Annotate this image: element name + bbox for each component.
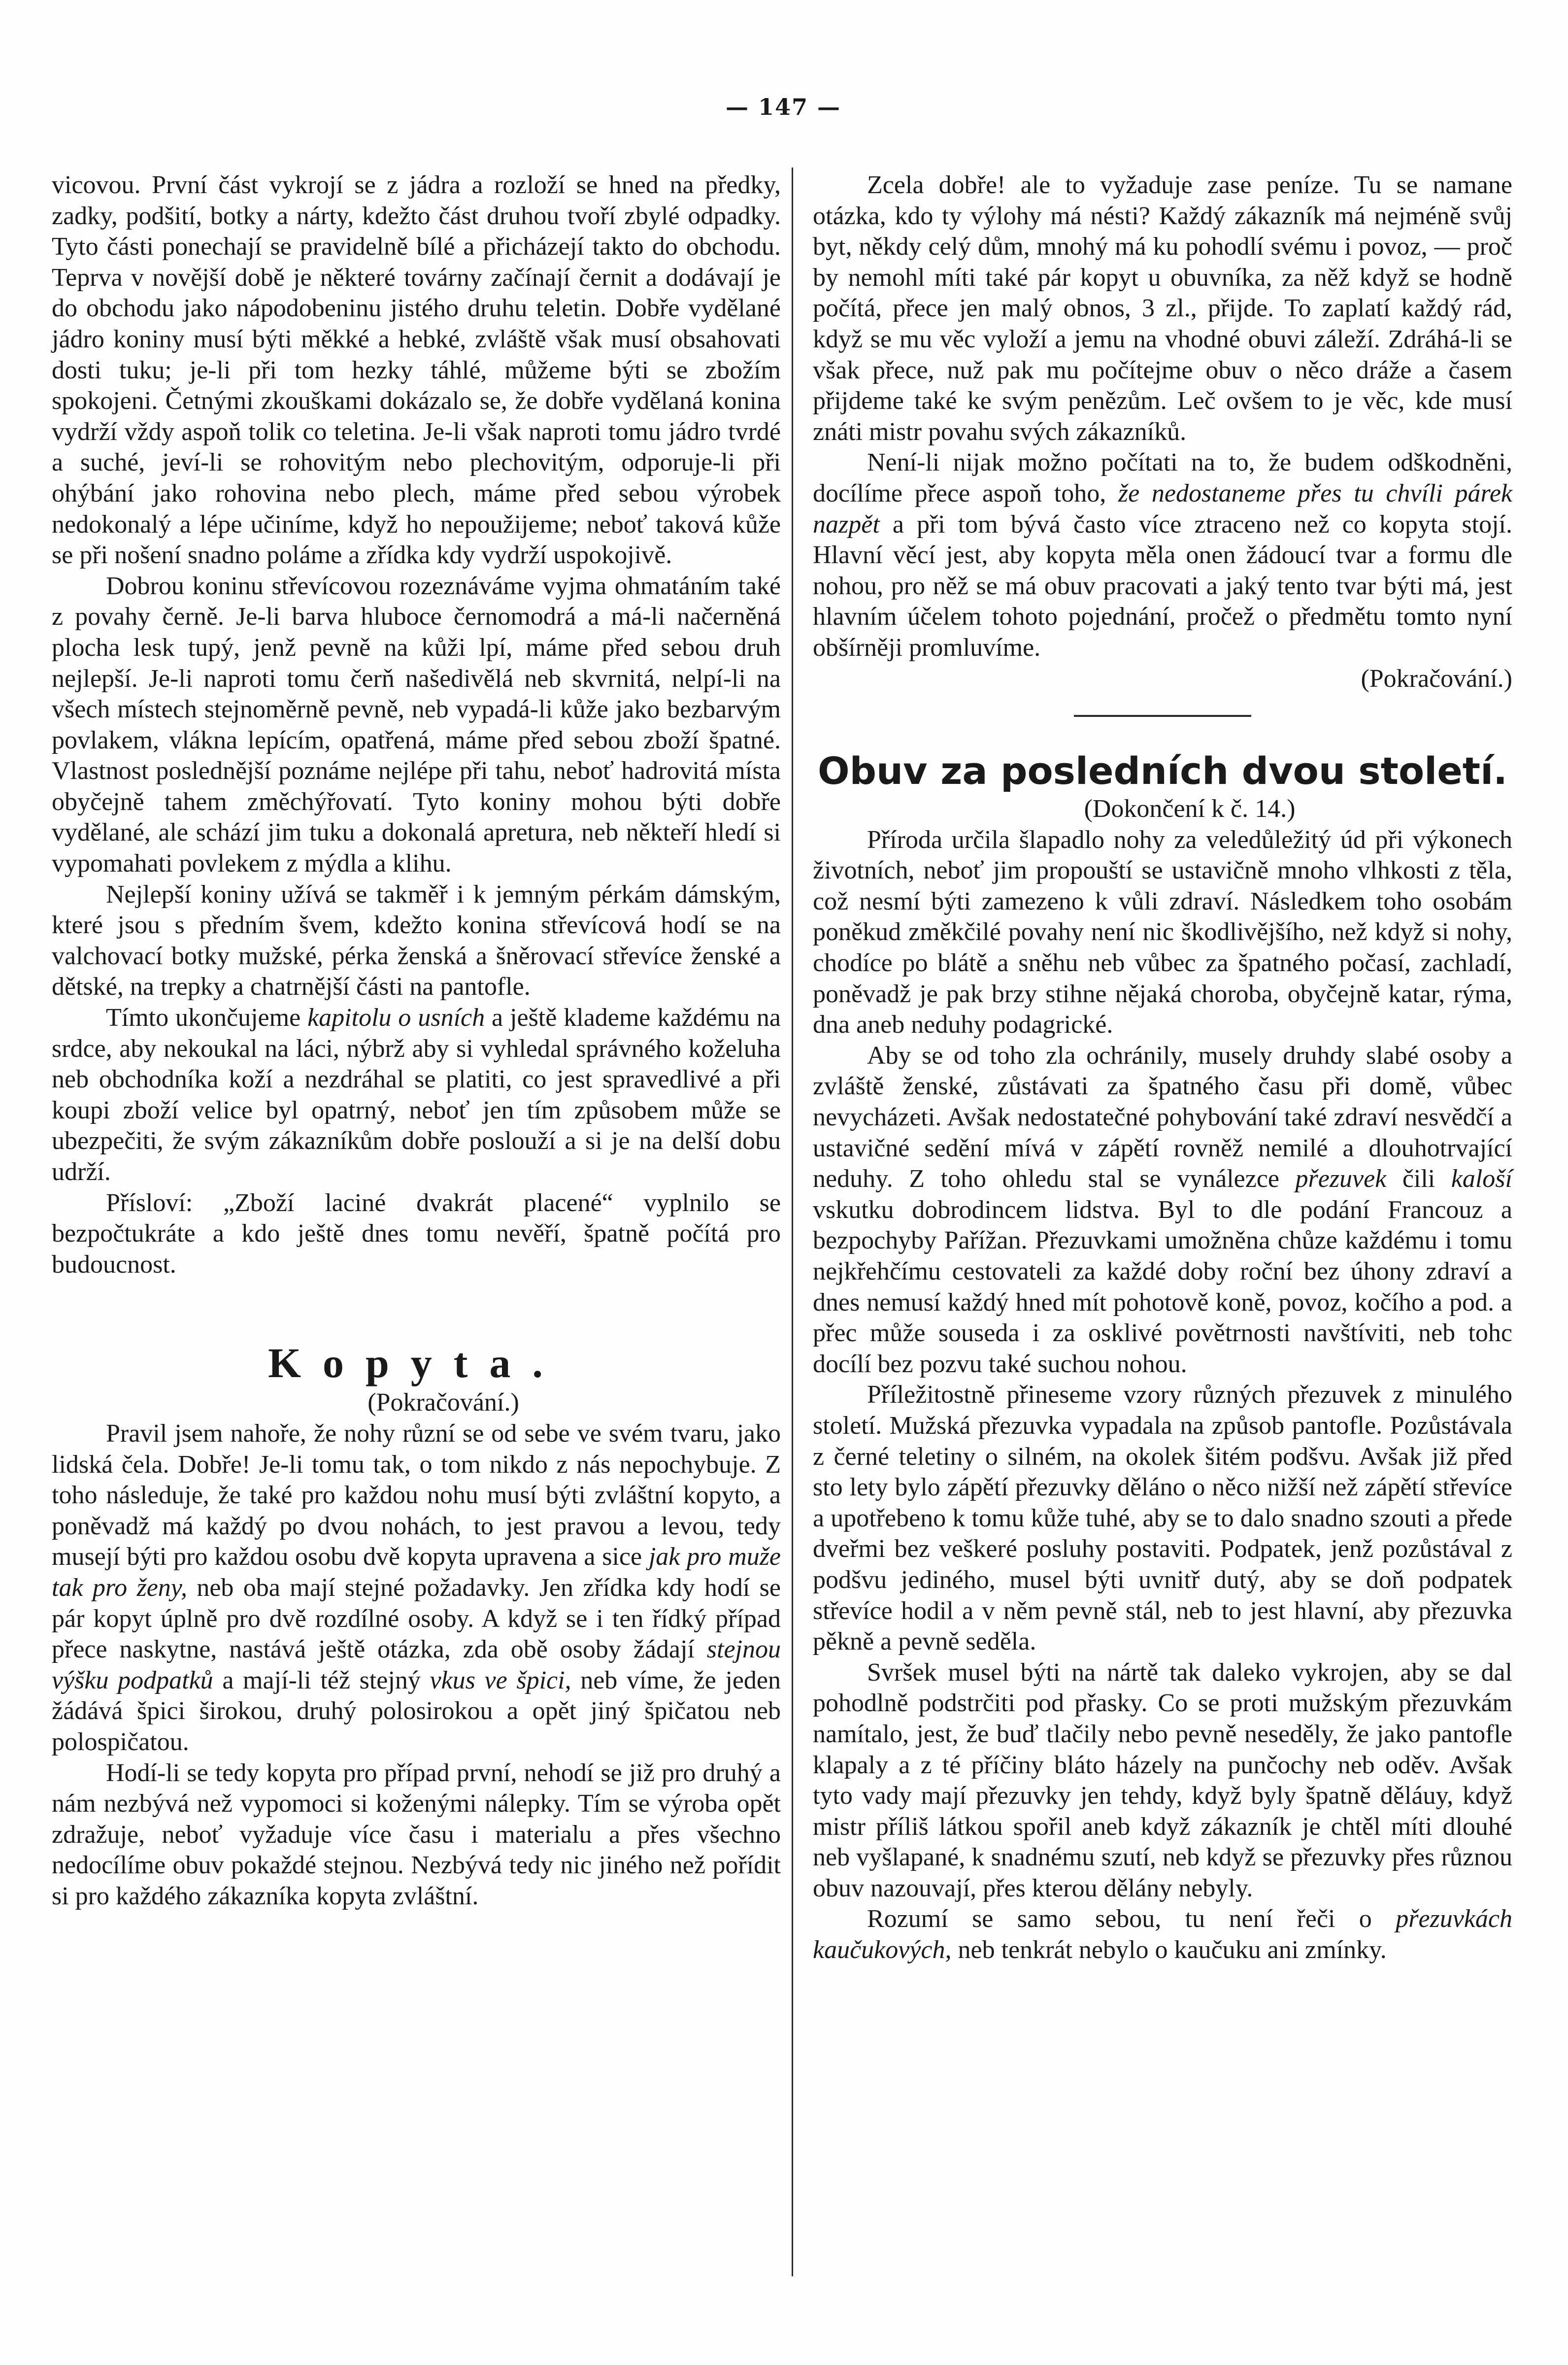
italic-phrase: přezuvek: [1295, 1165, 1387, 1193]
paragraph-rozumi-se: [813, 1904, 1512, 1965]
italic-phrase: přezuvkách kaučukových,: [813, 1905, 1512, 1964]
paragraph-aby-se-od-toho: [813, 1041, 1512, 1380]
text-run: vskutku dobrodincem lidstva. Byl to dle podání Francouz a bezpochyby Pařížan. Přezuvkami umožněna chůze každému i tomu nejkřehčímu cestovateli za každé doby roční bez úhony zdraví a dnes nemusí každý hned mít pohotově koně, povoz, kočího a pod. a přec může souseda i za osklivé povětrnosti navštíviti, neb tohc docílí bez pozvu také suchou nohou.: [813, 1195, 1512, 1378]
italic-phrase: že nedostaneme přes tu chvíli párek nazpět: [813, 479, 1512, 539]
continued-note: (Pokračování.): [1361, 664, 1512, 693]
section-title-obuv: Obuv za posledních dvou století.: [817, 749, 1508, 793]
section-subtitle-kopyta: (Pokračování.): [367, 1388, 519, 1417]
paragraph-svrsek: Svršek musel býti na nártě tak daleko vykrojen, aby se dal pohodlně podstrčiti pod přasky. Co se proti mužským přezuvkám namítalo, jest, že buď tlačily nebo pevně neseděly, že jako pantofle klapaly a z té příčiny bláto házely na punčochy neb oděv. Avšak tyto vady mají přezuvky jen tehdy, když byly špatně děláuy, když mistr příliš látkou spořil aneb když zákazník je chtěl míti dlouhé neb vyšlapané, k snadnému szutí, neb když se přezuvky přes různou obuv nazouvají, přes kterou dělány nebyly.: [813, 1658, 1512, 1902]
paragraph-prislovi: Přísloví: „Zboží laciné dvakrát placené“ vyplnilo se bezpočtukráte a kdo ještě dnes tomu nevěří, špatně počítá pro budoucnost.: [52, 1188, 781, 1279]
paragraph-ukoncujeme: [52, 1003, 781, 1188]
paragraph-prilezitostne: Příležitostně přineseme vzory různých přezuvek z minulého století. Mužská přezuvka vypadala na způsob pantofle. Pozůstávala z černé teletiny o silném, na okolek šitém podšvu. Avšak již před sto lety bylo zápětí přezuvky děláno o něco nižší než zápětí střevíce a upotřebeno k tomu kůže tuhé, aby se to dalo snadno szouti a přede dveřmi bez veškeré posluhy postaviti. Podpatek, jenž pozůstával z podšvu jediného, musel býti uvnitř dutý, aby se doň podpatek střevíce hodil a v něm pevně stál, neb to jest hlavní, aby přezuvka pěkně a pevně seděla.: [813, 1381, 1512, 1656]
text-run: neb tenkrát nebylo o kaučuku ani zmínky.: [951, 1936, 1387, 1964]
text-run: Aby se od toho zla ochránily, musely druhdy slabé osoby a zvláště ženské, zůstávati za špatného času při domě, vůbec nevycházeti. Avšak nedostatečné pohybování také zdraví nesvědčí a ustavičné sedění mívá v zápětí rovněž nemilé a dlouhotrvající neduhy. Z toho ohledu stal se vynálezce: [813, 1041, 1512, 1193]
left-column: [52, 170, 781, 1912]
text-run: Rozumí se samo sebou, tu není řeči o: [867, 1905, 1396, 1933]
right-column: [813, 170, 1512, 1966]
section-title-kopyta: Kopyta.: [268, 1339, 565, 1387]
italic-phrase: stejnou výšku podpatků: [52, 1635, 781, 1694]
italic-phrase: jak pro muže tak pro ženy,: [52, 1543, 781, 1602]
paragraph-zcela-dobre: Zcela dobře! ale to vyžaduje zase peníze. Tu se namane otázka, kdo ty výlohy má nésti? Každý zákazník má nejméně svůj byt, někdy celý dům, mnohý má ku pohodlí svému i povoz, — proč by nemohl míti také pár kopyt u obuvníka, za něž když se hodně počítá, přece jen malý obnos, 3 zl., přijde. To zaplatí každý rád, když se mu věc vyloží a jemu na vhodné obuvi záleží. Zdráhá-li se však přece, nuž pak mu počítejme obuv o něco dráže a časem přijdeme také ke svým penězům. Leč ovšem to je věc, kde musí znáti mistr povahu svých zákazníků.: [813, 171, 1512, 446]
paragraph-priroda: Příroda určila šlapadlo nohy za veledůležitý úd při výkonech životních, neboť jim propouští se ustavičně mnoho vlhkosti z těla, což nesmí býti zamezeno k vůli zdraví. Následkem toho osobám poněkud změkčilé povahy není nic škodlivějšího, než když si nohy, chodíce po blátě a sněhu neb vůbec za špatného počasí, zachladí, poněvadž je pak brzy stihne nějaká choroba, obyčejně katar, rýma, dna aneb neduhy podagrické.: [813, 825, 1512, 1039]
text-run: a mají-li též stejný: [213, 1666, 430, 1694]
paragraph-jadro-koniny: vicovou. První část vykrojí se z jádra a rozloží se hned na předky, zadky, podšití, botky a nárty, kdežto část druhou tvoří zbylé odpadky. Tyto části ponechají se pravidelně bílé a přicházejí takto do obchodu. Teprva v novější době je některé továrny začínají černit a dodávají je do obchodu jako nápodobeninu jistého druhu teletin. Dobře vydělané jádro koniny musí býti měkké a hebké, zvláště však musí obsahovati dosti tuku; je-li při tom hezky táhlé, můžeme býti se zbožím spokojeni. Četnými zkouškami dokázalo se, že dobře vydělaná konina vydrží vždy aspoň tolik co teletina. Je-li však naproti tomu jádro tvrdé a suché, jeví-li se rohovitým nebo plechovitým, odporuje-li při ohýbání jako rohovina nebo plech, máme před sebou výrobek nedokonalý a lépe učiníme, když ho nepoužijeme; neboť taková kůže se při nošení snadno poláme a zřídka kdy vydrží uspokojivě.: [52, 171, 781, 570]
text-run: a při tom bývá často více ztraceno než co kopyta stojí. Hlavní věcí jest, aby kopyta měla onen žádoucí tvar a formu dle nohou, pro něž se má obuv pracovati a jaký tento tvar býti má, jest hlavním účelem tohoto pojednání, pročež o předmětu tomto nyní obšírněji promluvíme.: [813, 510, 1512, 662]
text-run: a ještě klademe každému na srdce, aby nekoukal na láci, nýbrž aby si vyhledal správného koželuha neb obchodníka koží a nezdráhal se platiti, co jest spravedlivé a při koupi zboží velice byl opatrný, neboť jen tím způsobem může se ubezpečiti, že svým zákazníkům dobře poslouží a si je na delší dobu udrží.: [52, 1004, 781, 1186]
paragraph-cern-koniny: Dobrou koninu střevícovou rozeznáváme vyjma ohmatáním také z povahy černě. Je-li barva hluboce černomodrá a má-li načerněná plocha lesk tupý, jenž pevně na kůži lpí, máme před sebou druh nejlepší. Je-li naproti tomu čerň našedivělá neb skvrnitá, nelpí-li na všech místech stejnoměrně pevně, neb vypadá-li kůže jako bezbarvým povlakem, vlákna lepícím, opatřená, máme před sebou zboží špatné. Vlastnost poslednější poznáme nejlépe při tahu, neboť hadrovitá místa obyčejně tahem změchýřovatí. Tyto koniny mohou býti dobře vydělané, ale schází jim tuku a dokonalá apretura, neb někteří hledí si vypomahati povlekem z mýdla a klihu.: [52, 572, 781, 878]
paragraph-nejlepsi-koniny: Nejlepší koniny užívá se takměř i k jemným pérkám dámským, které jsou s předním švem, kdežto konina střevícová hodí se na valchovací botky mužské, pérka ženská a šněrovací střevíce ženské a dětské, na trepky a chatrnější části na pantofle.: [52, 880, 781, 1001]
paragraph-kopyta-2: Hodí-li se tedy kopyta pro případ první, nehodí se již pro druhý a nám nezbývá než vypomoci si koženými nálepky. Tím se výroba opět zdražuje, neboť vyžaduje více času i materialu a přes všechno nedocílíme obuv pokaždé stejnou. Nezbývá tedy nic jiného než pořídit si pro každého zákazníka kopyta zvláštní.: [52, 1758, 781, 1910]
section-subtitle-obuv: (Dokončení k č. 14.): [1084, 795, 1296, 823]
text-run: čili: [1386, 1165, 1451, 1193]
text-run: neb oba mají stejné požadavky. Jen zřídka kdy hodí se pár kopyt úplně pro dvě rozdílné osoby. A když se i ten řídký případ přece naskytne, nastává ještě otázka, zda obě osoby žádají: [52, 1573, 781, 1664]
italic-phrase: kaloší: [1451, 1165, 1512, 1193]
text-run: Tímto ukončujeme: [106, 1004, 308, 1032]
text-run: Není-li nijak možno počítati na to, že budem odškodněni, docílíme přece aspoň toho,: [813, 448, 1512, 507]
italic-phrase: vkus ve špici,: [430, 1666, 571, 1694]
text-run: Pravil jsem nahoře, že nohy různí se od sebe ve svém tvaru, jako lidská čela. Dobře! Je-li tomu tak, o tom nikdo z nás nepochybuje. Z toho následuje, že také pro každou nohu musí býti zvláštní kopyto, a poněvadž má každý po dvou nohách, to jest pravou a levou, tedy musejí býti pro každou osobu dvě kopyta upravena a sice: [52, 1419, 781, 1571]
paragraph-kopyta-1: [52, 1419, 781, 1758]
section-separator: [1074, 715, 1251, 717]
italic-phrase: kapitolu o usních: [307, 1004, 485, 1032]
page-number: — 147 —: [725, 94, 841, 120]
column-divider: [792, 168, 793, 2276]
paragraph-neni-li-mozno: [813, 447, 1512, 663]
text-run: neb víme, že jeden žádává špici širokou, druhý polosirokou a opět jiný špičatou neb polospičatou.: [52, 1666, 781, 1756]
